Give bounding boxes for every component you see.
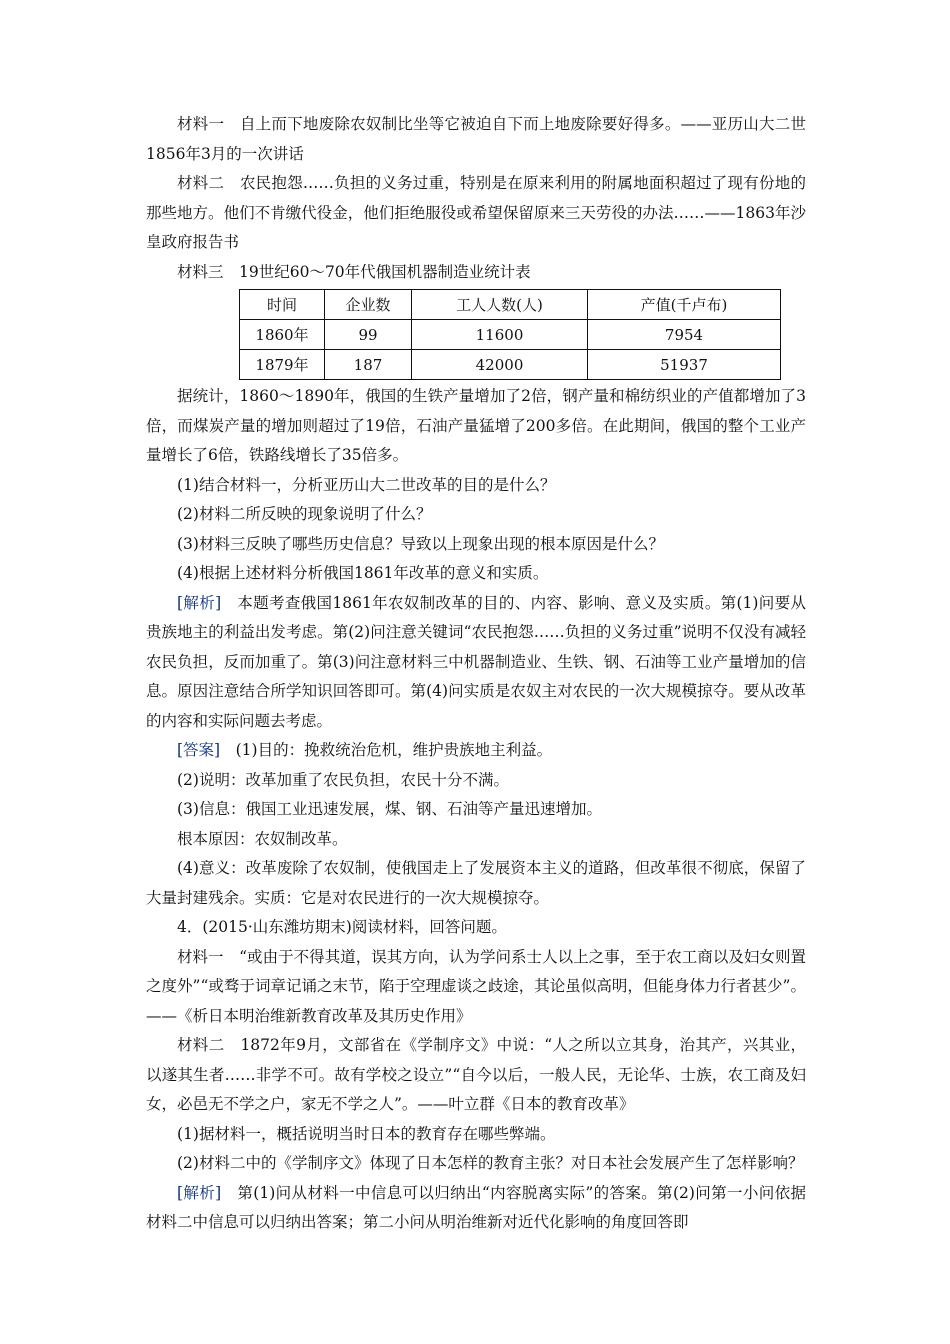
table-row xyxy=(240,320,781,350)
material-3-caption: 材料三 19世纪60～70年代俄国机器制造业统计表 xyxy=(177,262,531,281)
table-cell: 11600 xyxy=(412,320,588,350)
answer-4: (4)意义：改革废除了农奴制，使俄国走上了发展资本主义的道路，但改革很不彻底，保留了大量封建残余。实质：它是对农民进行的一次大规模掠夺。 xyxy=(146,859,806,907)
table-cell: 51937 xyxy=(588,350,781,380)
question-3: (3)材料三反映了哪些历史信息？导致以上现象出现的根本原因是什么？ xyxy=(177,534,664,553)
table-row xyxy=(240,350,781,380)
answer-3: (3)信息：俄国工业迅速发展，煤、钢、石油等产量迅速增加。 xyxy=(177,800,602,818)
question-2: (2)材料二所反映的现象说明了什么？ xyxy=(177,505,432,523)
answer-3-cause: 根本原因：农奴制改革。 xyxy=(177,829,348,848)
problem-4-material-2: 材料二 1872年9月，文部省在《学制序文》中说：“人之所以立其身，治其产，兴其业，以遂其生者……非学不可。故有学校之设立”“自今以后，一般人民，无论华、士族，农工商及妇女，必邑无不学之户，家无不学之人”。——叶立群《日本的教育改革》 xyxy=(146,1036,806,1113)
table-header-cell: 产值(千卢布) xyxy=(588,290,781,320)
analysis-text: 第(1)问从材料一中信息可以归纳出“内容脱离实际”的答案。第(2)问第一小问依据材料二中信息可以归纳出答案；第二小问从明治维新对近代化影响的角度回答即 xyxy=(146,1183,806,1231)
statistics-table-wrap xyxy=(239,289,806,380)
statistics-table xyxy=(239,289,781,380)
table-header-row xyxy=(240,290,781,320)
analysis-tag: [解析] xyxy=(177,1183,222,1202)
material-2: 材料二 农民抱怨……负担的义务过重，特别是在原来利用的附属地面积超过了现有份地的那些地方。他们不肯缴代役金，他们拒绝服役或希望保留原来三天劳役的办法……——1863年沙皇政府报告书 xyxy=(146,174,806,251)
analysis-paragraph xyxy=(146,589,806,737)
problem-4-material-1: 材料一 “或由于不得其道，误其方向，认为学问系士人以上之事，至于农工商以及妇女则置之度外”“或骛于词章记诵之末节，陷于空理虚谈之歧途，其论虽似高明，但能身体力行者甚少”。——《析日本明治维新教育改革及其历史作用》 xyxy=(146,947,806,1025)
statistics-paragraph: 据统计，1860～1890年，俄国的生铁产量增加了2倍，钢产量和棉纺织业的产值都增加了3倍，而煤炭产量的增加则超过了19倍，石油产量猛增了200多倍。在此期间，俄国的整个工业产量增长了6倍，铁路线增长了35倍多。 xyxy=(146,387,806,464)
table-cell: 42000 xyxy=(412,350,588,380)
question-1: (1)结合材料一，分析亚历山大二世改革的目的是什么？ xyxy=(177,475,556,494)
analysis-paragraph-2 xyxy=(146,1179,806,1238)
material-1: 材料一 自上而下地废除农奴制比坐等它被迫自下而上地废除要好得多。——亚历山大二世1856年3月的一次讲话 xyxy=(146,115,806,163)
answer-tag: [答案] xyxy=(177,741,221,759)
problem-4-heading: 4．(2015·山东潍坊期末)阅读材料，回答问题。 xyxy=(177,918,507,936)
answer-paragraph xyxy=(146,736,806,766)
table-cell: 1860年 xyxy=(240,320,325,350)
analysis-tag: [解析] xyxy=(177,593,222,612)
answer-text: (1)目的：挽救统治危机，维护贵族地主利益。 xyxy=(220,741,553,759)
table-cell: 1879年 xyxy=(240,350,325,380)
problem-4-question-2: (2)材料二中的《学制序文》体现了日本怎样的教育主张？对日本社会发展产生了怎样影响？ xyxy=(177,1154,804,1172)
table-cell: 7954 xyxy=(588,320,781,350)
table-header-cell: 企业数 xyxy=(325,290,412,320)
question-4: (4)根据上述材料分析俄国1861年改革的意义和实质。 xyxy=(177,564,549,582)
table-cell: 187 xyxy=(325,350,412,380)
table-header-cell: 时间 xyxy=(240,290,325,320)
problem-4-question-1: (1)据材料一，概括说明当时日本的教育存在哪些弊端。 xyxy=(177,1124,556,1143)
document-body xyxy=(146,110,806,1238)
table-header-cell: 工人人数(人) xyxy=(412,290,588,320)
answer-2: (2)说明：改革加重了农民负担，农民十分不满。 xyxy=(177,770,509,789)
analysis-text: 本题考查俄国1861年农奴制改革的目的、内容、影响、意义及实质。第(1)问要从贵族地主的利益出发考虑。第(2)问注意关键词“农民抱怨……负担的义务过重”说明不仅没有减轻农民负担，反而加重了。第(3)问注意材料三中机器制造业、生铁、钢、石油等工业产量增加的信息。原因注意结合所学知识回答即可。第(4)问实质是农奴主对农民的一次大规模掠夺。要从改革的内容和实际问题去考虑。 xyxy=(146,593,806,730)
table-cell: 99 xyxy=(325,320,412,350)
